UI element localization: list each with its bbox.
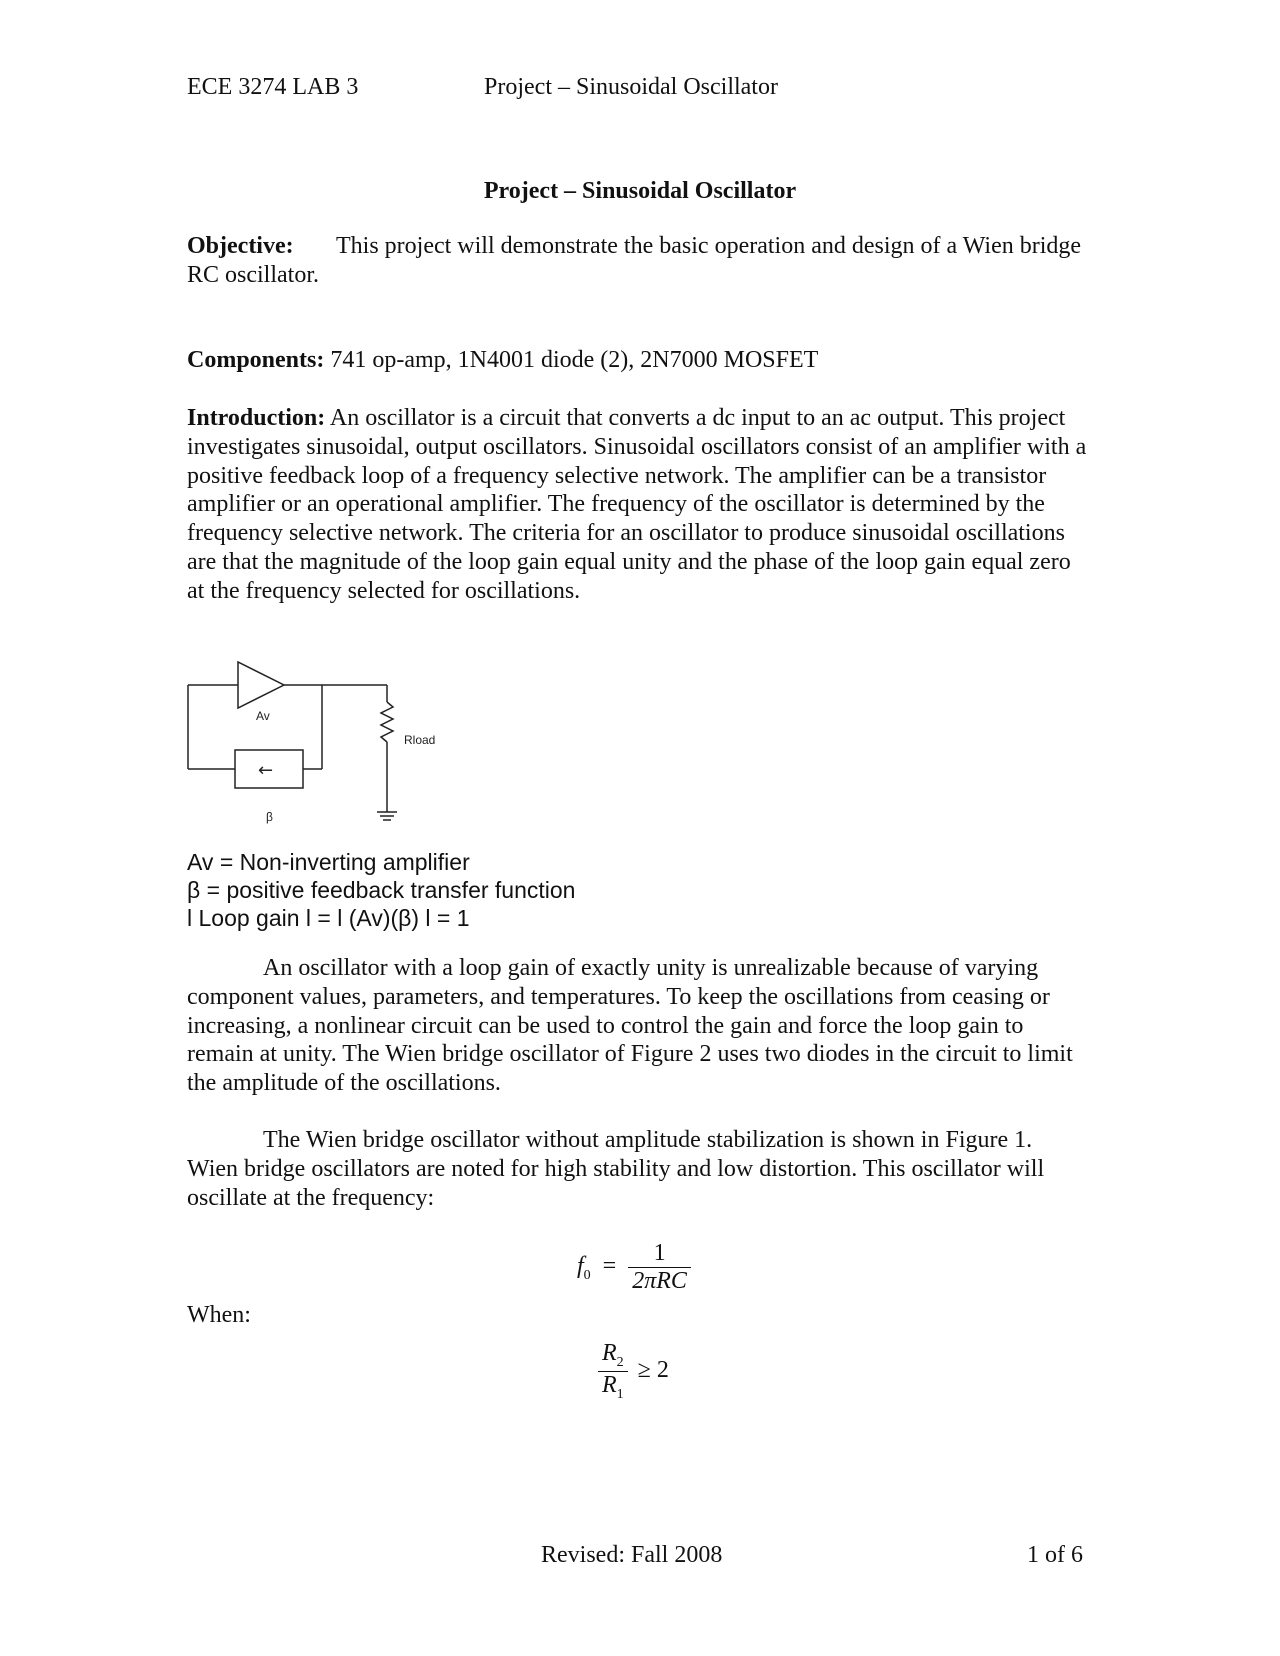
eq1-lhs: f — [577, 1253, 584, 1280]
paragraph-loop-gain: An oscillator with a loop gain of exactly unity is unrealizable because of varying component values, parameters, and temperatures. To keep the oscillations from ceasing or increasing, a nonlinear circuit can be used to control the gain and force the loop gain to remain at unity. The Wien bridge oscillator of Figure 2 uses two diodes in the circuit to limit the amplitude of the oscillations. — [187, 955, 1073, 1097]
eq1-numerator: 1 — [653, 1240, 666, 1266]
header-project: Project – Sinusoidal Oscillator — [484, 74, 778, 100]
eq2-den-sub: 1 — [616, 1386, 624, 1402]
eq2-num-var: R — [602, 1340, 617, 1366]
introduction-paragraph — [187, 404, 1087, 606]
resistor-symbol — [381, 702, 393, 742]
components-label: Components: — [187, 347, 325, 373]
page-title: Project – Sinusoidal Oscillator — [483, 178, 797, 204]
header-course: ECE 3274 LAB 3 — [187, 74, 359, 100]
eq1-lhs-sub: 0 — [583, 1267, 591, 1283]
gain-condition-equation — [598, 1340, 669, 1403]
when-label: When: — [187, 1302, 251, 1328]
definition-loop-gain: l Loop gain l = l (Av)(β) l = 1 — [187, 905, 470, 931]
eq1-denominator: 2πRC — [628, 1267, 691, 1295]
eq2-rhs: ≥ 2 — [637, 1356, 669, 1383]
eq2-den-var: R — [602, 1371, 617, 1398]
eq1-fraction — [628, 1240, 691, 1295]
amplifier-label: Av — [256, 709, 270, 723]
objective-text: This project will demonstrate the basic operation and design of a Wien bridge RC oscillator. — [187, 233, 1082, 288]
components-text: 741 op-amp, 1N4001 diode (2), 2N7000 MOSFET — [324, 347, 819, 373]
footer-revised: Revised: Fall 2008 — [541, 1542, 723, 1568]
introduction-label: Introduction: — [187, 405, 326, 431]
introduction-text: An oscillator is a circuit that converts a dc input to an ac output. This project investigates sinusoidal, output oscillators. Sinusoidal oscillators consist of an amplifier with a positive feedback loop of a frequency selective network. The amplifier can be a transistor amplifier or an operational amplifier. The frequency of the oscillator is determined by the frequency selective network. The criteria for an oscillator to produce sinusoidal oscillations are that the magnitude of the loop gain equal unity and the phase of the loop gain equal zero at the frequency selected for oscillations. — [187, 405, 1087, 604]
load-label: Rload — [404, 733, 436, 747]
components-paragraph — [187, 346, 1087, 375]
eq2-num-sub: 2 — [616, 1354, 624, 1370]
feedback-label: β — [266, 810, 273, 824]
objective-label: Objective: — [187, 233, 294, 259]
paragraph-wien-bridge: The Wien bridge oscillator without amplitude stabilization is shown in Figure 1. Wien bridge oscillators are noted for high stability and low distortion. This oscillator will oscillate at the frequency: — [187, 1127, 1045, 1211]
objective-paragraph — [187, 232, 1087, 290]
definition-feedback: β = positive feedback transfer function — [187, 877, 576, 903]
footer-page-number: 1 of 6 — [1027, 1542, 1083, 1568]
feedback-block-diagram — [180, 662, 436, 840]
feedback-arrow-icon: ← — [258, 760, 274, 781]
frequency-equation — [577, 1240, 691, 1295]
eq1-equals: = — [602, 1253, 617, 1280]
definition-amplifier: Av = Non-inverting amplifier — [187, 849, 470, 875]
amplifier-triangle — [238, 662, 284, 708]
eq2-fraction — [598, 1340, 628, 1403]
